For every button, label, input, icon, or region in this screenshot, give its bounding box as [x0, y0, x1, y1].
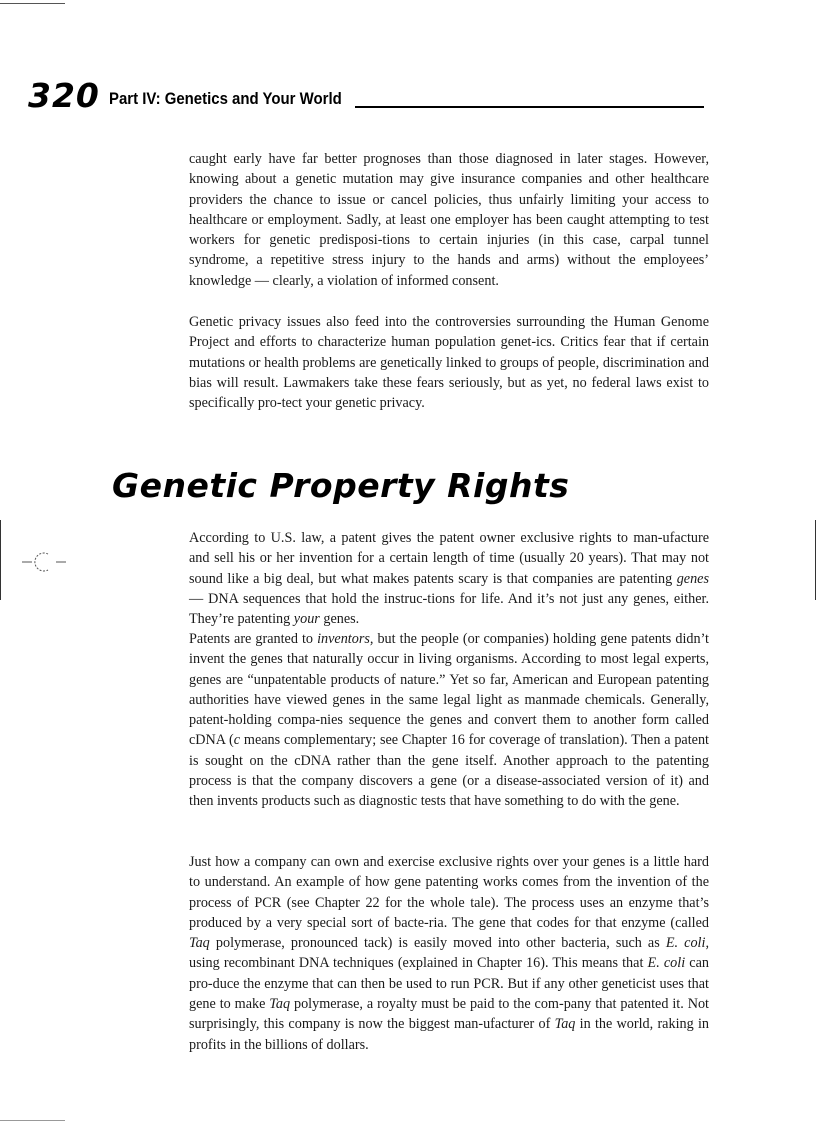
paragraph-text: caught early have far better prognoses than those diagnosed in later stages. However, knowing about a genetic mutation may give insurance companies and other healthcare providers the chance to issue or cancel policies, thus unfairly limiting your access to healthcare or employment. Sadly, at least one employer has been caught attempting to test workers for genetic predisposi-tions to certain injuries (in this case, carpal tunnel syndrome, a repetitive stress injury to the hands and arms) without the employees’ knowledge — clearly, a violation of informed consent. [189, 151, 709, 289]
paragraph-patent-law [189, 528, 709, 629]
emphasis-taq: Taq [189, 935, 210, 952]
text-run: in the world, raking in profits in the billions of dollars. [189, 1016, 709, 1053]
emphasis-ecoli: E. coli [647, 955, 686, 972]
emphasis-c: c [233, 732, 241, 749]
text-run: Just how a company can own and exercise exclusive rights over your genes is a little hard to understand. An example of how gene patenting works comes from the invention of the process of PCR (see Chapter 22 for the whole tale). The process uses an enzyme that’s produced by a very special sort of bacte-ria. The gene that codes for that enzyme (called [189, 854, 709, 931]
emphasis-genes: genes [676, 570, 709, 587]
crop-mark-bottom [0, 1120, 65, 1121]
registration-mark-icon [22, 549, 66, 575]
emphasis-taq: Taq [554, 1016, 576, 1033]
text-run: using recombinant DNA techniques (explained in Chapter 16). This means that [189, 955, 648, 972]
crop-mark-top [0, 3, 65, 4]
emphasis-your: your [293, 611, 320, 628]
paragraph-text [189, 629, 709, 812]
emphasis-taq: Taq [269, 996, 291, 1013]
header-rule [355, 106, 704, 108]
paragraph-privacy-2 [189, 312, 709, 413]
text-run: According to U.S. law, a patent gives the patent owner exclusive rights to man-ufacture and sell his or her invention for a certain length of time (usually 20 years). That may not sound like a big deal, but what makes patents scary is that companies are patenting [189, 530, 709, 587]
text-run: polymerase, pronounced tack) is easily moved into other bacteria, such as [209, 935, 666, 952]
page-number: 320 [28, 76, 100, 115]
text-run: can pro-duce the enzyme that can then be used to run PCR. But if any other geneticist uses that gene to make [189, 955, 709, 1013]
text-run: means complementary; see Chapter 16 for coverage of translation). Then a patent is sought on the cDNA rather than the gene itself. Another approach to the patenting process is that the company discovers a gene (or a disease-associated version of it) and then invents products such as diagnostic tests that have something to do with the gene. [189, 732, 710, 810]
text-run: Patents are granted to [189, 631, 318, 647]
text-run: polymerase, a royalty must be paid to the com-pany that patented it. Not surprisingly, this company is now the biggest man-ufacturer of [189, 996, 709, 1033]
text-run: but the people (or companies) holding gene patents didn’t invent the genes that naturally occur in living organisms. According to most legal experts, genes are “unpatentable products of nature.” Yet so far, American and European patenting authorities have viewed genes in the same legal light as manmade chemicals. Generally, patent-holding compa-nies sequence the genes and convert them to another form called cDNA ( [189, 631, 709, 749]
part-title: Part IV: Genetics and Your World [109, 89, 342, 108]
section-heading: Genetic Property Rights [112, 466, 570, 505]
emphasis-ecoli: E. coli, [665, 935, 709, 952]
margin-line-left [0, 520, 1, 600]
text-run: — DNA sequences that hold the instruc-tions for life. And it’s not just any genes, either. They’re patenting [189, 590, 709, 628]
paragraph-privacy-1 [189, 149, 709, 291]
paragraph-text [189, 852, 709, 1055]
paragraph-text [189, 528, 709, 629]
paragraph-text: Genetic privacy issues also feed into the controversies surrounding the Human Genome Project and efforts to characterize human population genet-ics. Critics fear that if certain mutations or health problems are genetically linked to groups of people, discrimination and bias will result. Lawmakers take these fears seriously, but as yet, no federal laws exist to specifically pro-tect your genetic privacy. [189, 314, 709, 412]
paragraph-taq-example [189, 852, 709, 1055]
paragraph-inventors [189, 629, 709, 812]
running-header [28, 76, 708, 116]
emphasis-inventors: inventors, [317, 631, 374, 647]
text-run: genes. [319, 611, 360, 628]
